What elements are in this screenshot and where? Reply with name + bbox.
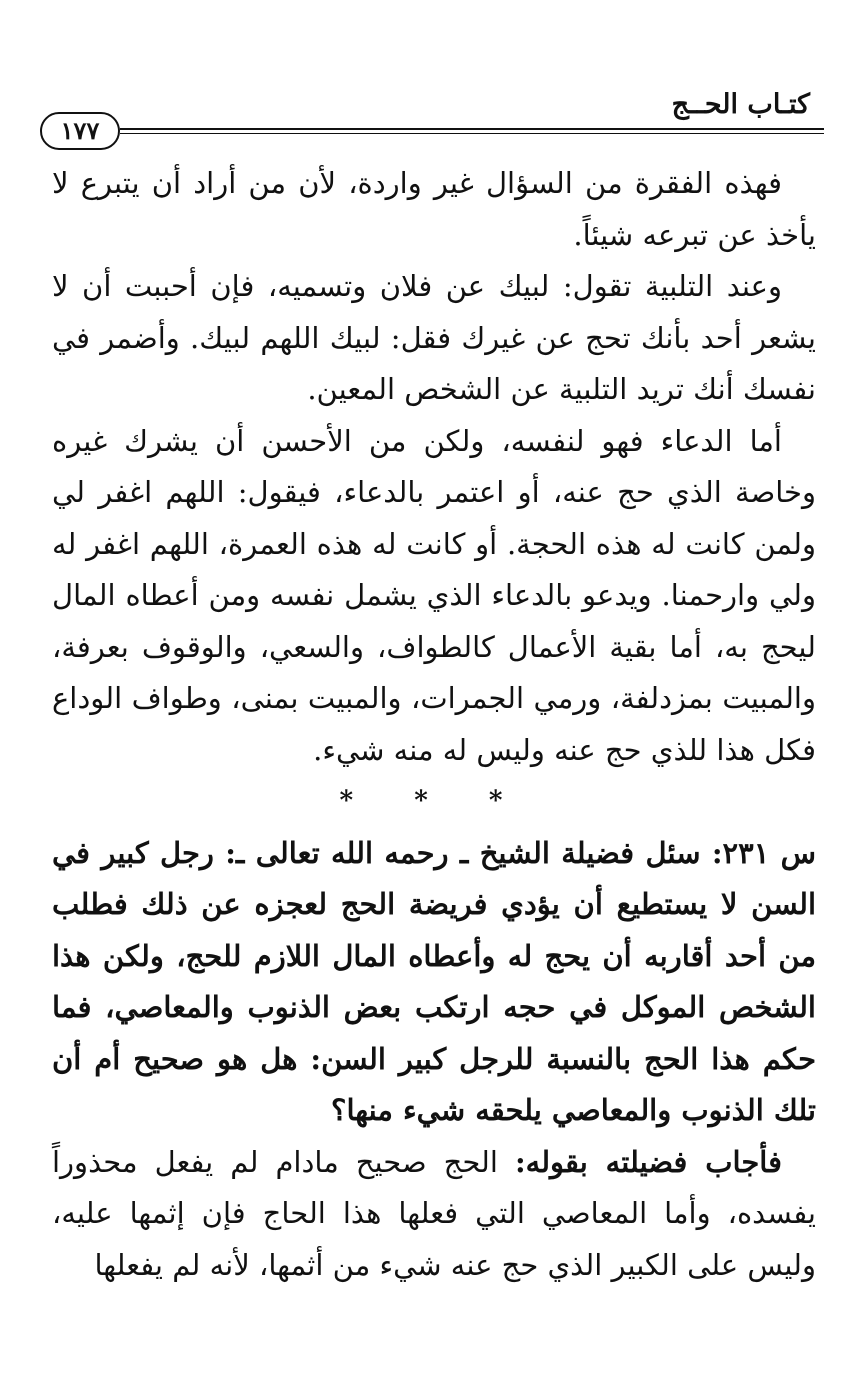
question-paragraph: س ٢٣١: سئل فضيلة الشيخ ـ رحمه الله تعالى ـ: رجل كبير في السن لا يستطيع أن يؤدي فريضة الحج لعجزه عن ذلك فطلب من أحد أقاربه أن يحج له وأعطاه المال اللازم للحج، ولكن هذا الشخص الموكل في حجه ارتكب بعض الذنوب والمعاصي، فما حكم هذا الحج بالنسبة للرجل كبير السن: هل هو صحيح أم أن تلك الذنوب والمعاصي يلحقه شيء منها؟ (52, 835, 817, 1127)
answer-paragraph (52, 1137, 816, 1292)
header-rule-thin (120, 133, 824, 134)
paragraph-3: أما الدعاء فهو لنفسه، ولكن من الأحسن أن يشرك غيره وخاصة الذي حج عنه، أو اعتمر بالدعاء، فيقول: اللهم اغفر لي ولمن كانت له هذه الحجة. أو كانت له هذه العمرة، اللهم اغفر له ولي وارحمنا. ويدعو بالدعاء الذي يشمل نفسه ومن أعطاه المال ليحج به، أما بقية الأعمال كالطواف، والسعي، والوقوف بعرفة، والمبيت بمزدلفة، ورمي الجمرات، والمبيت بمنى، وطواف الوداع فكل هذا للذي حج عنه وليس له منه شيء. (52, 423, 816, 767)
paragraph-2: وعند التلبية تقول: لبيك عن فلان وتسميه، فإن أحببت أن لا يشعر أحد بأنك تحج عن غيرك فقل: لبيك اللهم لبيك. وأضمر في نفسك أنك تريد التلبية عن الشخص المعين. (52, 269, 816, 406)
answer-text: الحج صحيح مادام لم يفعل محذوراً يفسده، وأما المعاصي التي فعلها هذا الحاج فإن إثمها عليه، وليس على الكبير الذي حج عنه شيء من أثمها، لأنه لم يفعلها (52, 1144, 816, 1282)
paragraph-1: فهذه الفقرة من السؤال غير واردة، لأن من أراد أن يتبرع لا يأخذ عن تبرعه شيئاً. (52, 166, 816, 252)
section-separator: * * * (339, 786, 529, 816)
running-header-title: كتـاب الحــج (671, 89, 810, 120)
answer-lead: فأجاب فضيلته بقوله: (514, 1144, 782, 1179)
page-number: ١٧٧ (40, 112, 120, 150)
body-text (52, 158, 816, 1291)
header-rule (120, 128, 824, 130)
